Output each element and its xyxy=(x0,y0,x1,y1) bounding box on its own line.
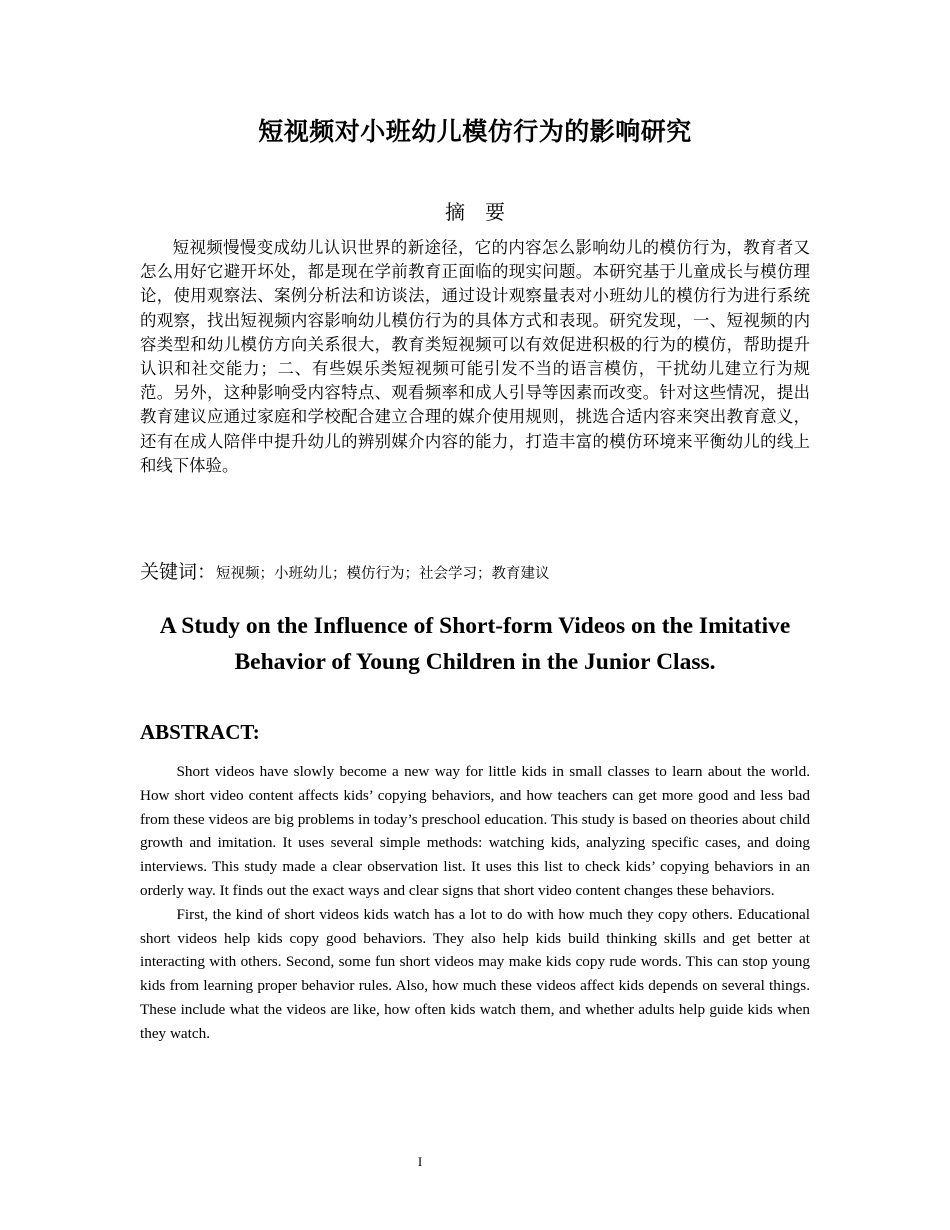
english-abstract-body xyxy=(140,760,810,1046)
chinese-abstract-heading: 摘 要 xyxy=(445,200,505,224)
english-abstract-heading: ABSTRACT: xyxy=(140,720,260,744)
chinese-keywords-label: 关键词： xyxy=(140,561,217,583)
english-title: A Study on the Influence of Short-form Videos on the Imitative Behavior of Young Children in the Junior Class. xyxy=(159,613,791,675)
chinese-keywords xyxy=(140,557,810,584)
english-abstract-paragraph-2: First, the kind of short videos kids watch has a lot to do with how much they copy others. Educational short videos help kids copy good behaviors. They also help kids build thinking skills and get better at interacting with others. Second, some fun short videos may make kids copy rude words. This can stop young kids from learning proper behavior rules. Also, how much these videos affect kids depends on several things. These include what the videos are like, how often kids watch them, and whether adults help guide kids when they watch. xyxy=(140,905,810,1042)
chinese-keywords-list: 短视频；小班幼儿；模仿行为；社会学习；教育建议 xyxy=(216,566,550,582)
page-number: I xyxy=(417,1154,423,1169)
chinese-title: 短视频对小班幼儿模仿行为的影响研究 xyxy=(258,117,692,146)
chinese-abstract-body: 短视频慢慢变成幼儿认识世界的新途径，它的内容怎么影响幼儿的模仿行为，教育者又怎么用好它避开坏处，都是现在学前教育正面临的现实问题。本研究基于儿童成长与模仿理论，使用观察法、案例分析法和访谈法，通过设计观察量表对小班幼儿的模仿行为进行系统的观察，找出短视频内容影响幼儿模仿行为的具体方式和表现。研究发现，一、短视频的内容类型和幼儿模仿方向关系很大，教育类短视频可以有效促进积极的行为的模仿，帮助提升认识和社交能力；二、有些娱乐类短视频可能引发不当的语言模仿，干扰幼儿建立行为规范。另外，这种影响受内容特点、观看频率和成人引导等因素而改变。针对这些情况，提出教育建议应通过家庭和学校配合建立合理的媒介使用规则，挑选合适内容来突出教育意义，还有在成人陪伴中提升幼儿的辨别媒介内容的能力，打造丰富的模仿环境来平衡幼儿的线上和线下体验。 xyxy=(140,238,810,475)
english-abstract-paragraph-1: Short videos have slowly become a new way for little kids in small classes to learn about the world. How short video content affects kids’ copying behaviors, and how teachers can get more good and less bad from these videos are big problems in today’s preschool education. This study is based on theories about child growth and imitation. It uses several simple methods: watching kids, analyzing specific cases, and doing interviews. This study made a clear observation list. It uses this list to check kids’ copying behaviors in an orderly way. It finds out the exact ways and clear signs that short video content changes these behaviors. xyxy=(140,763,810,899)
